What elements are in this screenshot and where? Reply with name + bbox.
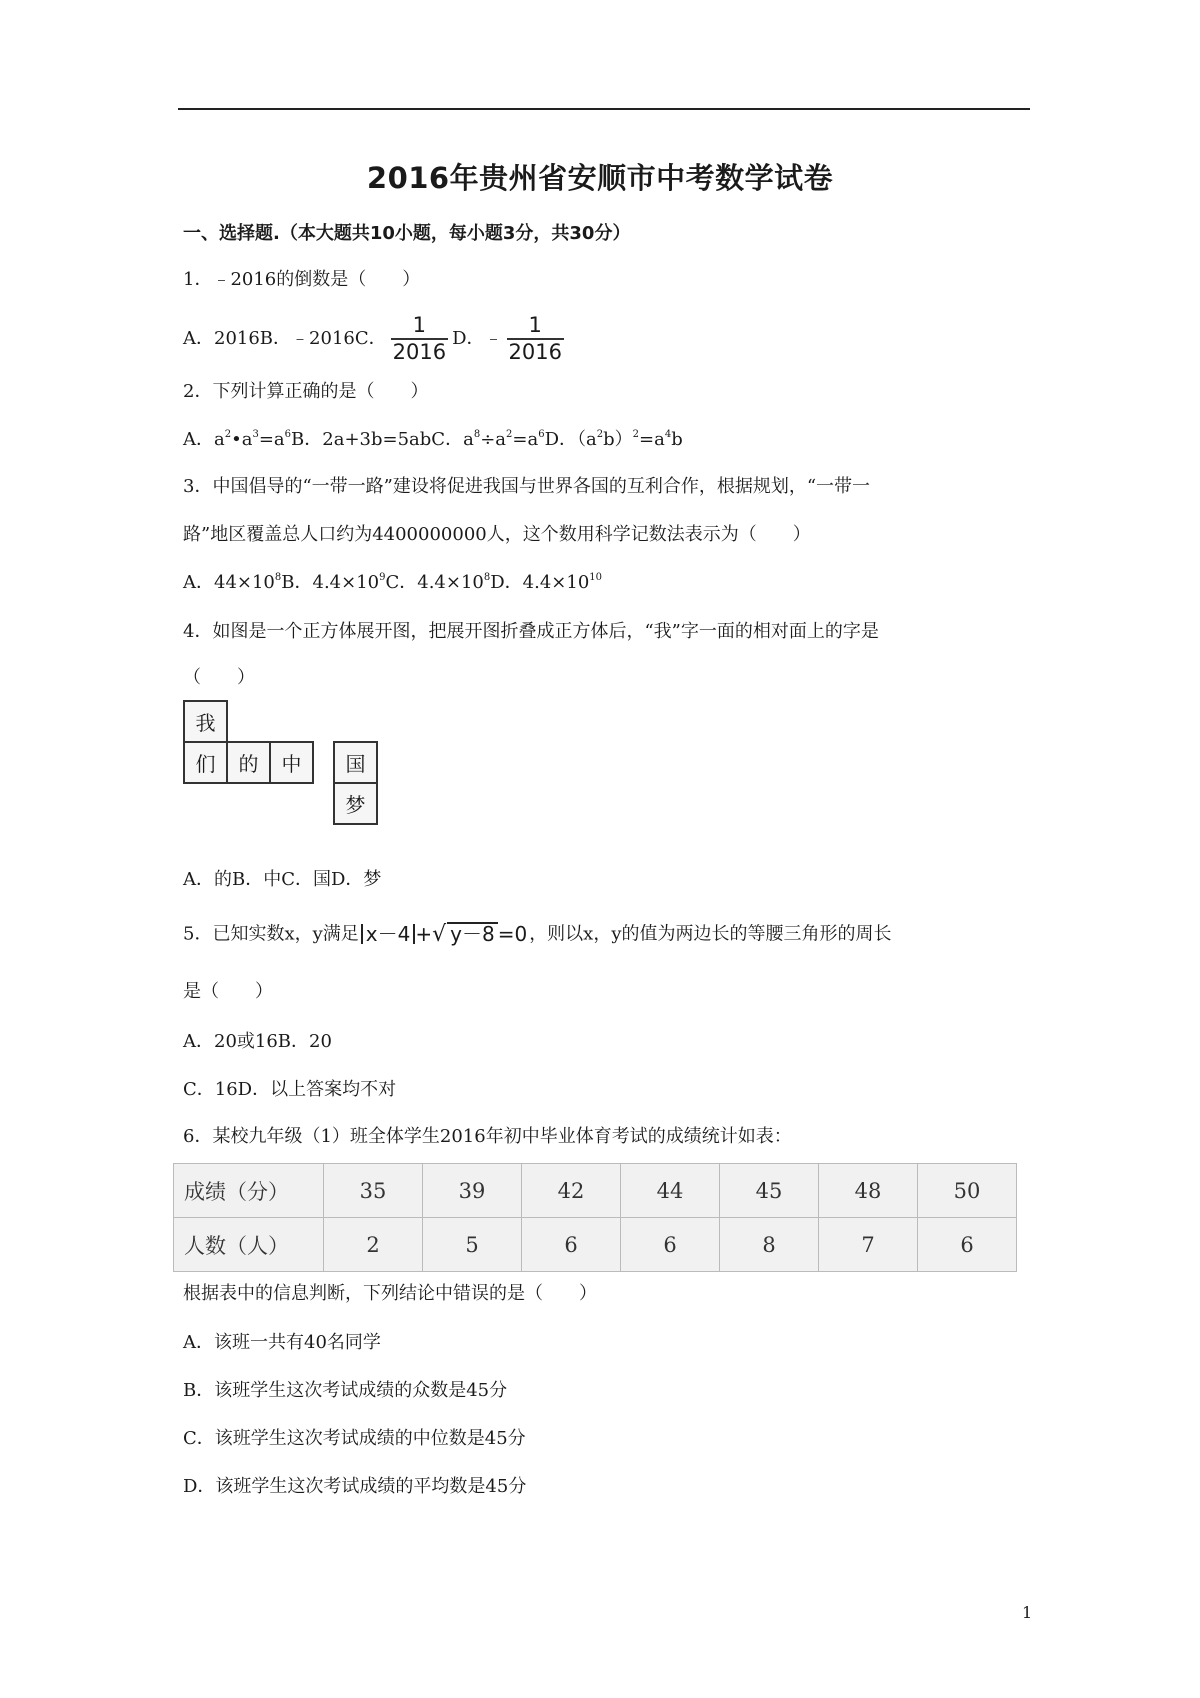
q4-stem-line1: 4．如图是一个正方体展开图，把展开图折叠成正方体后，“我”字一面的相对面上的字是	[183, 621, 879, 642]
net-cell-4: 中	[269, 741, 314, 784]
fraction-denominator: 2016	[392, 340, 447, 364]
q6-stem: 6．某校九年级（1）班全体学生2016年初中毕业体育考试的成绩统计如表：	[183, 1126, 792, 1147]
q2-text: ÷a	[480, 429, 507, 450]
cube-net-figure	[183, 700, 383, 835]
table-cell: 8	[720, 1218, 819, 1272]
equals-zero: =0	[497, 922, 528, 946]
q6-question: 根据表中的信息判断，下列结论中错误的是（ ）	[183, 1283, 597, 1304]
exponent: 9	[379, 572, 386, 583]
exponent: 6	[284, 429, 292, 440]
q5-options-ab: A．20或16B．20	[183, 1031, 332, 1052]
exponent: 8	[483, 572, 491, 583]
fraction-denominator: 2016	[508, 340, 562, 364]
q5-text: ，则以x，y的值为两边长的等腰三角形的周长	[529, 923, 892, 945]
exponent: 6	[538, 429, 545, 440]
exponent: 4	[664, 429, 672, 440]
exponent: 8	[473, 429, 481, 440]
exam-title: 2016年贵州省安顺市中考数学试卷	[366, 161, 834, 195]
q1-options	[183, 311, 568, 367]
q1-fraction-c	[391, 313, 448, 365]
q2-text: b	[671, 429, 683, 450]
table-cell: 6	[621, 1218, 720, 1272]
q4-options: A．的B．中C．国D．梦	[183, 869, 382, 890]
net-cell-3: 的	[226, 741, 271, 784]
table-cell: 6	[918, 1218, 1017, 1272]
table-cell: 2	[324, 1218, 423, 1272]
exponent: 2	[596, 429, 604, 440]
q6-option-d: D．该班学生这次考试成绩的平均数是45分	[183, 1476, 527, 1497]
q3-text: A．44×10	[183, 572, 275, 593]
net-cell-6: 梦	[333, 782, 378, 825]
exponent: 2	[506, 429, 513, 440]
q2-text: D．（a	[544, 429, 597, 450]
exponent: 3	[252, 429, 259, 440]
q3-stem-line2: 路”地区覆盖总人口约为4400000000人，这个数用科学记数法表示为（ ）	[183, 524, 811, 545]
q1-fraction-d	[507, 313, 564, 365]
q6-option-a: A．该班一共有40名同学	[183, 1332, 381, 1353]
q1-options-ac: A．2016B．﹣2016C．	[183, 328, 387, 349]
q1-option-d-label: D．﹣	[452, 328, 503, 349]
table-row	[174, 1218, 1017, 1272]
exponent: 10	[589, 572, 603, 583]
absolute-value: x－4	[361, 924, 416, 944]
table-cell: 5	[423, 1218, 522, 1272]
table-row-header: 人数（人）	[174, 1218, 324, 1272]
table-cell: 39	[423, 1164, 522, 1218]
net-cell-2: 们	[183, 741, 228, 784]
table-row	[174, 1164, 1017, 1218]
q3-stem-line1: 3．中国倡导的“一带一路”建设将促进我国与世界各国的互利合作，根据规划，“一带一	[183, 476, 871, 497]
section-heading: 一、选择题.（本大题共10小题，每小题3分，共30分）	[183, 223, 631, 244]
q3-text: B．4.4×10	[281, 572, 380, 593]
table-cell: 7	[819, 1218, 918, 1272]
q2-options	[183, 428, 683, 452]
q2-text: b）	[603, 429, 633, 450]
q1-stem: 1．﹣2016的倒数是（ ）	[183, 269, 421, 290]
exponent: 8	[274, 572, 282, 583]
q2-text: B．2a+3b=5abC．a	[291, 429, 474, 450]
table-row-header: 成绩（分）	[174, 1164, 324, 1218]
score-table	[173, 1163, 1017, 1272]
q5-equation	[361, 922, 527, 947]
radicand: y－8	[447, 922, 498, 944]
table-cell: 45	[720, 1164, 819, 1218]
radical-sign: √	[432, 922, 447, 947]
exponent: 2	[632, 429, 640, 440]
net-cell-1: 我	[183, 700, 228, 743]
table-cell: 6	[522, 1218, 621, 1272]
plus-sign: +	[415, 922, 433, 946]
q3-text: C．4.4×10	[385, 572, 484, 593]
q6-option-c: C．该班学生这次考试成绩的中位数是45分	[183, 1428, 526, 1449]
q2-text: •a	[231, 429, 253, 450]
q5-stem-line1	[183, 922, 892, 947]
q2-text: =a	[512, 429, 539, 450]
q3-options	[183, 571, 602, 595]
q2-text: =a	[258, 429, 285, 450]
table-cell: 42	[522, 1164, 621, 1218]
q2-stem: 2．下列计算正确的是（ ）	[183, 381, 429, 402]
q4-stem-line2: （ ）	[183, 667, 255, 688]
table-cell: 50	[918, 1164, 1017, 1218]
q5-text: 5．已知实数x，y满足	[183, 923, 359, 945]
exponent: 2	[224, 429, 232, 440]
header-rule	[178, 108, 1030, 110]
table-cell: 44	[621, 1164, 720, 1218]
table-cell: 35	[324, 1164, 423, 1218]
q6-option-b: B．该班学生这次考试成绩的众数是45分	[183, 1380, 508, 1401]
fraction-numerator: 1	[507, 313, 564, 340]
q2-text: =a	[639, 429, 665, 450]
fraction-numerator: 1	[391, 313, 448, 340]
page-number: 1	[1022, 1603, 1033, 1622]
table-cell: 48	[819, 1164, 918, 1218]
net-cell-5: 国	[333, 741, 378, 784]
q5-stem-line2: 是（ ）	[183, 981, 273, 1002]
q5-options-cd: C．16D．以上答案均不对	[183, 1079, 397, 1100]
q3-text: D．4.4×10	[490, 572, 590, 593]
q2-text: A．a	[183, 429, 225, 450]
